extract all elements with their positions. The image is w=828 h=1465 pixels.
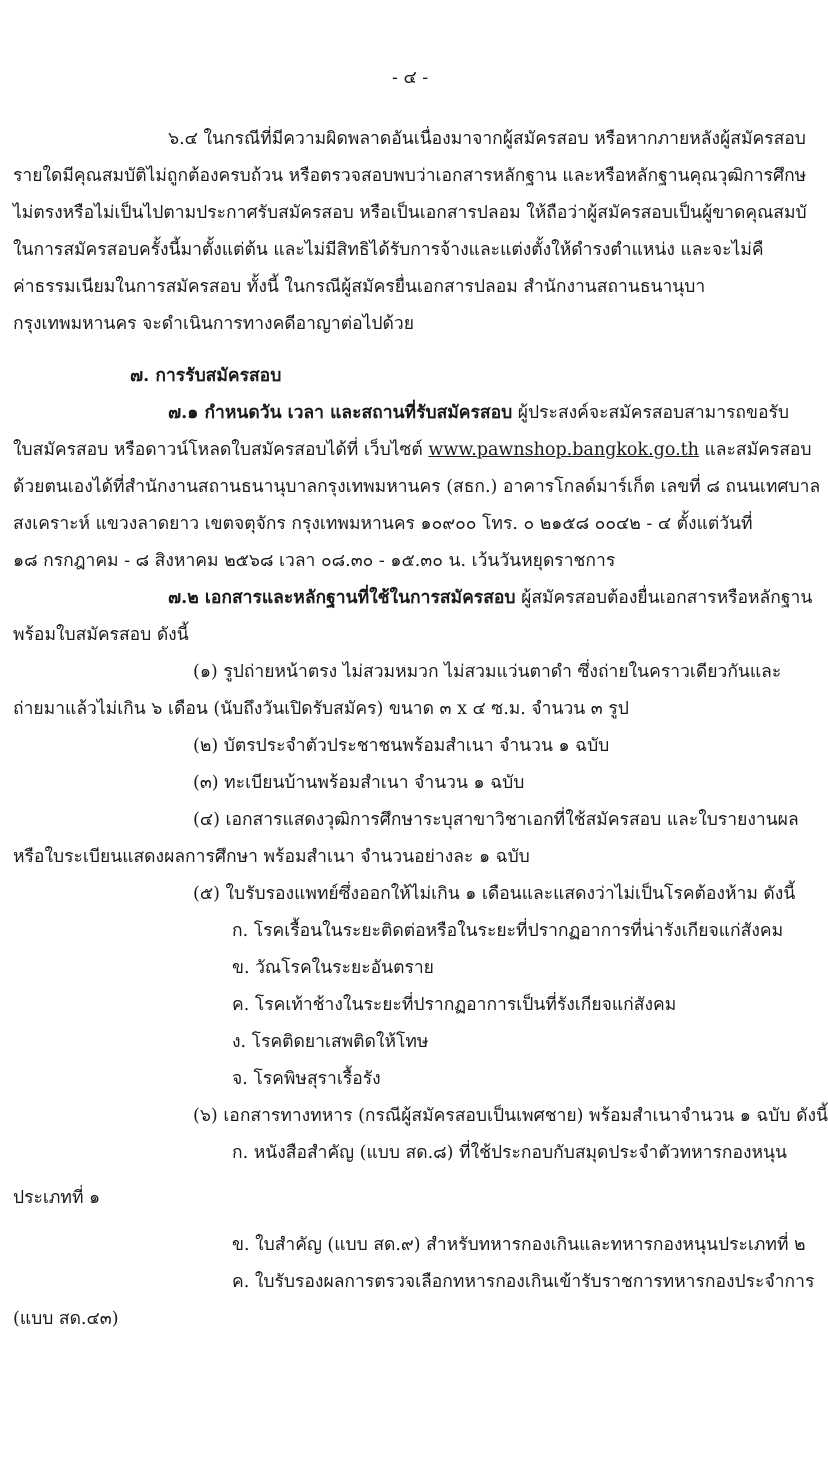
sub-list-item: ค. โรคเท้าช้างในระยะที่ปรากฏอาการเป็นที่รังเกียจแก่สังคม — [232, 995, 677, 1015]
paragraph-line: ค่าธรรมเนียมในการสมัครสอบ ทั้งนี้ ในกรณีผู้สมัครยื่นเอกสารปลอม สำนักงานสถานธนานุบา — [13, 277, 706, 297]
list-item: (๑) รูปถ่ายหน้าตรง ไม่สวมหมวก ไม่สวมแว่นตาดำ ซึ่งถ่ายในคราวเดียวกันและ — [193, 662, 782, 682]
paragraph-line: สงเคราะห์ แขวงลาดยาว เขตจตุจักร กรุงเทพมหานคร ๑๐๙๐๐ โทร. ๐ ๒๑๕๘ ๐๐๔๒ - ๔ ตั้งแต่วันที่ — [13, 514, 753, 534]
section-7-heading: ๗. การรับสมัครสอบ — [130, 366, 282, 386]
paragraph-line — [168, 405, 789, 423]
sub-list-item-continuation: ประเภทที่ ๑ — [13, 1188, 101, 1208]
sub-list-item-continuation: (แบบ สด.๔๓) — [13, 1309, 119, 1329]
sub-list-item: ก. หนังสือสำคัญ (แบบ สด.๘) ที่ใช้ประกอบกับสมุดประจำตัวทหารกองหนุน — [232, 1143, 787, 1163]
sub-list-item: ข. วัณโรคในระยะอันตราย — [232, 958, 434, 978]
paragraph-text: ใบสมัครสอบ หรือดาวน์โหลดใบสมัครสอบได้ที่ เว็บไซต์ — [13, 440, 429, 460]
list-item: (๕) ใบรับรองแพทย์ซึ่งออกให้ไม่เกิน ๑ เดือนและแสดงว่าไม่เป็นโรคต้องห้าม ดังนี้ — [193, 884, 796, 904]
paragraph-line: กรุงเทพมหานคร จะดำเนินการทางคดีอาญาต่อไปด้วย — [13, 314, 414, 334]
paragraph-line: ด้วยตนเองได้ที่สำนักงานสถานธนานุบาลกรุงเทพมหานคร (สธก.) อาคารโกลด์มาร์เก็ต เลขที่ ๘ ถนนเทศบาล — [13, 477, 821, 497]
sub-list-item: ง. โรคติดยาเสพติดให้โทษ — [232, 1032, 429, 1052]
paragraph-text: ผู้สมัครสอบต้องยื่นเอกสารหรือหลักฐาน — [515, 588, 813, 608]
page-number: - ๔ - — [392, 68, 429, 88]
sub-list-item: ข. ใบสำคัญ (แบบ สด.๙) สำหรับทหารกองเกินและทหารกองหนุนประเภทที่ ๒ — [232, 1235, 806, 1255]
paragraph-line: ไม่ตรงหรือไม่เป็นไปตามประกาศรับสมัครสอบ หรือเป็นเอกสารปลอม ให้ถือว่าผู้สมัครสอบเป็นผู้ขาดคุณสมบั — [13, 203, 807, 223]
paragraph-line: ในการสมัครสอบครั้งนี้มาตั้งแต่ต้น และไม่มีสิทธิได้รับการจ้างและแต่งตั้งให้ดำรงตำแหน่ง และจะไม่คื — [13, 240, 764, 260]
list-item: (๓) ทะเบียนบ้านพร้อมสำเนา จำนวน ๑ ฉบับ — [193, 773, 525, 793]
list-item: (๖) เอกสารทางทหาร (กรณีผู้สมัครสอบเป็นเพศชาย) พร้อมสำเนาจำนวน ๑ ฉบับ ดังนี้ — [193, 1106, 828, 1126]
sub-list-item: ก. โรคเรื้อนในระยะติดต่อหรือในระยะที่ปรากฏอาการที่น่ารังเกียจแก่สังคม — [232, 921, 784, 941]
paragraph-text: ผู้ประสงค์จะสมัครสอบสามารถขอรับ — [512, 403, 789, 423]
paragraph-line — [168, 590, 812, 608]
paragraph-line — [13, 442, 812, 460]
subsection-title: ๗.๒ เอกสารและหลักฐานที่ใช้ในการสมัครสอบ — [168, 588, 516, 608]
list-item-continuation: ถ่ายมาแล้วไม่เกิน ๖ เดือน (นับถึงวันเปิดรับสมัคร) ขนาด ๓ x ๔ ซ.ม. จำนวน ๓ รูป — [13, 699, 629, 719]
paragraph-line: พร้อมใบสมัครสอบ ดังนี้ — [13, 625, 189, 645]
sub-list-item: จ. โรคพิษสุราเรื้อรัง — [232, 1069, 381, 1089]
paragraph-line: ๑๘ กรกฎาคม - ๘ สิงหาคม ๒๕๖๘ เวลา ๐๘.๓๐ - ๑๕.๓๐ น. เว้นวันหยุดราชการ — [13, 551, 616, 571]
subsection-title: ๗.๑ กำหนดวัน เวลา และสถานที่รับสมัครสอบ — [168, 403, 513, 423]
website-link[interactable]: www.pawnshop.bangkok.go.th — [428, 440, 699, 460]
paragraph-line: รายใดมีคุณสมบัติไม่ถูกต้องครบถ้วน หรือตรวจสอบพบว่าเอกสารหลักฐาน และหรือหลักฐานคุณวุฒิการศึกษ — [13, 166, 807, 186]
list-item: (๔) เอกสารแสดงวุฒิการศึกษาระบุสาขาวิชาเอกที่ใช้สมัครสอบ และใบรายงานผล — [193, 810, 799, 830]
list-item-continuation: หรือใบระเบียนแสดงผลการศึกษา พร้อมสำเนา จำนวนอย่างละ ๑ ฉบับ — [13, 847, 530, 867]
list-item: (๒) บัตรประจำตัวประชาชนพร้อมสำเนา จำนวน ๑ ฉบับ — [193, 736, 610, 756]
sub-list-item: ค. ใบรับรองผลการตรวจเลือกทหารกองเกินเข้ารับราชการทหารกองประจำการ — [232, 1272, 815, 1292]
paragraph-line: ๖.๔ ในกรณีที่มีความผิดพลาดอันเนื่องมาจากผู้สมัครสอบ หรือหากภายหลังผู้สมัครสอบ — [168, 129, 806, 149]
paragraph-text: และสมัครสอบ — [698, 440, 812, 460]
